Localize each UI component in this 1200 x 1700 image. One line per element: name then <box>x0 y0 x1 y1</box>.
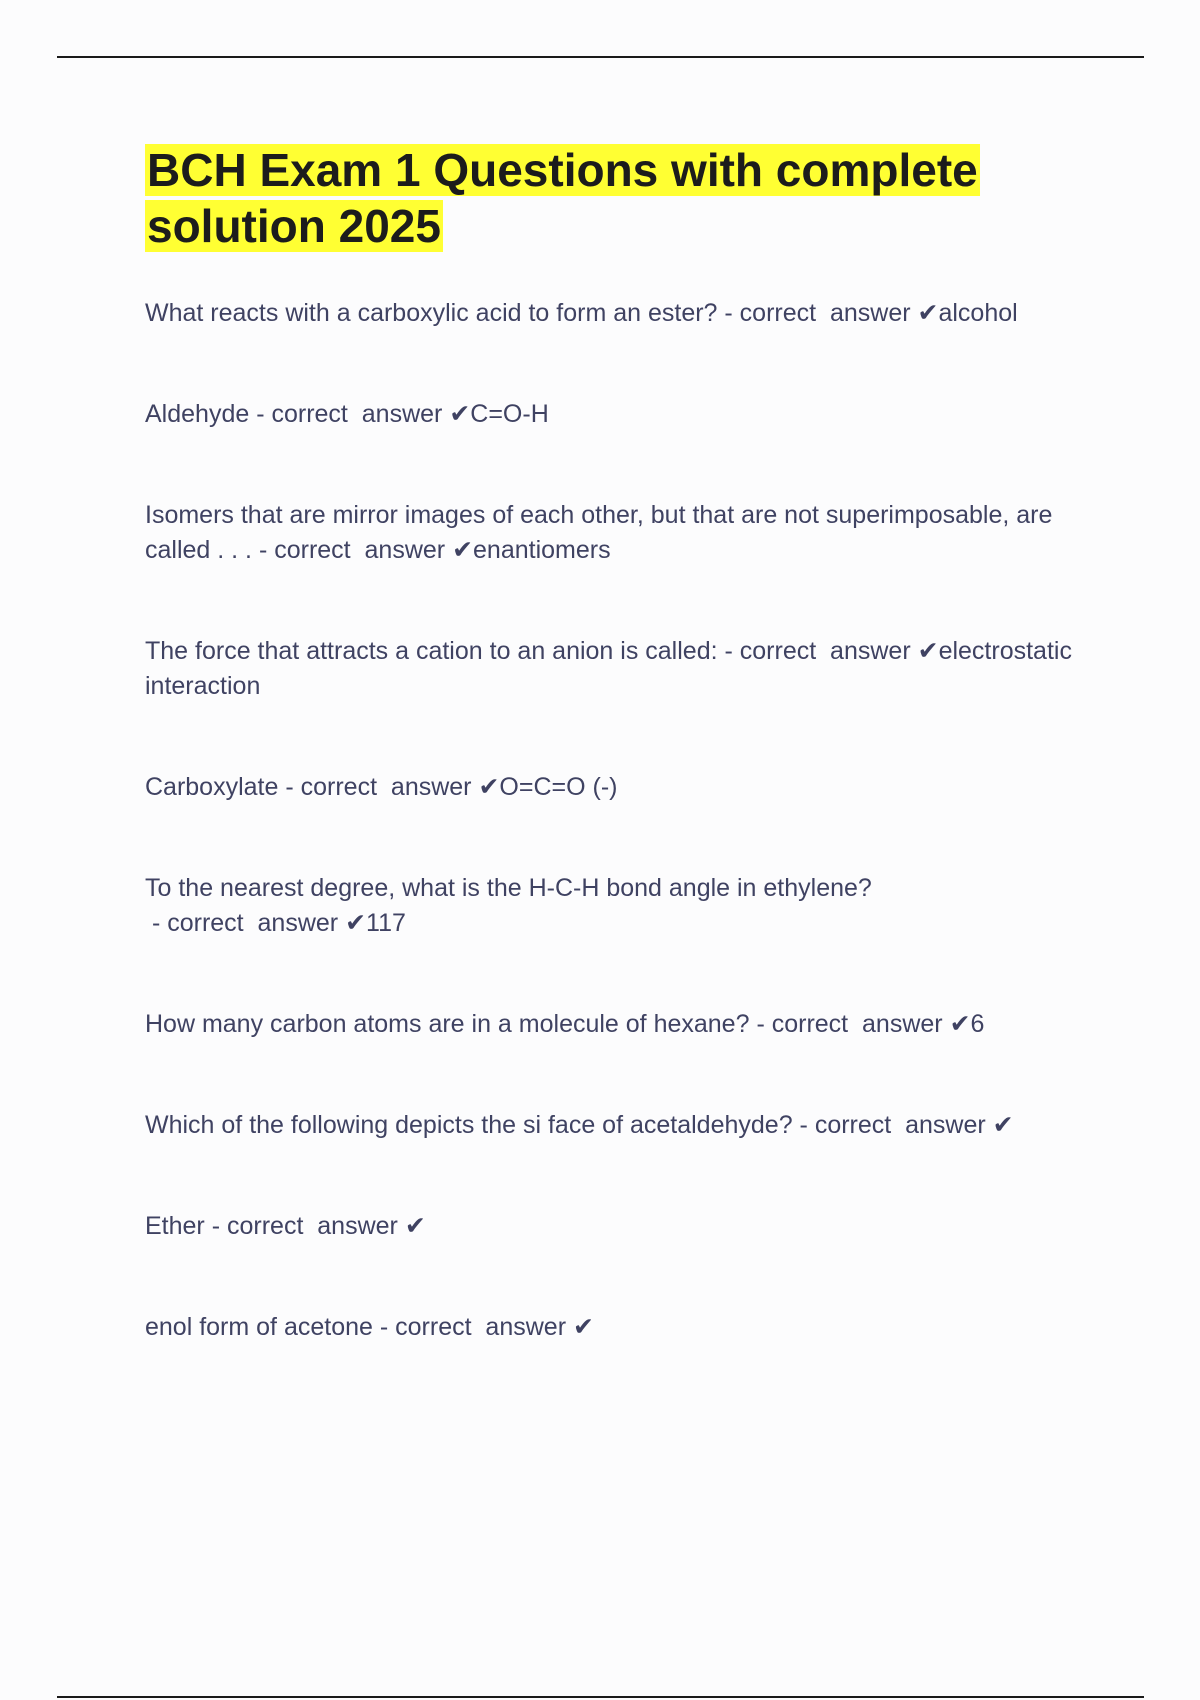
title-highlight-line-2: solution 2025 <box>147 200 441 252</box>
question-text: The force that attracts a cation to an anion is called: <box>145 637 718 665</box>
question-text: Aldehyde <box>145 400 250 428</box>
question-text: Carboxylate <box>145 773 279 801</box>
question-text: Ether <box>145 1212 205 1240</box>
answer-separator: - correct answer <box>717 299 918 327</box>
check-icon: ✔ <box>572 1313 594 1341</box>
answer-separator: - correct answer <box>792 1111 993 1139</box>
answer-separator: - correct answer <box>278 773 479 801</box>
check-icon: ✔ <box>992 1111 1014 1139</box>
check-icon: ✔ <box>449 400 471 428</box>
qa-item <box>145 498 1105 568</box>
answer-separator: - correct answer <box>749 1010 950 1038</box>
document-content <box>145 142 1105 1345</box>
qa-item <box>145 296 1105 331</box>
qa-item <box>145 397 1105 432</box>
qa-item <box>145 1209 1105 1244</box>
answer-text: C=O-H <box>470 400 549 428</box>
answer-text: alcohol <box>938 299 1018 327</box>
answer-separator: - correct answer <box>717 637 918 665</box>
question-text: What reacts with a carboxylic acid to form an ester? <box>145 299 718 327</box>
answer-separator: - correct answer <box>145 909 346 937</box>
check-icon: ✔ <box>917 299 939 327</box>
qa-item <box>145 634 1105 704</box>
document-title <box>145 142 1105 254</box>
answer-separator: - correct answer <box>252 536 453 564</box>
qa-item <box>145 1310 1105 1345</box>
answer-text: 117 <box>366 909 406 937</box>
question-text: Which of the following depicts the si face of acetaldehyde? <box>145 1111 793 1139</box>
check-icon: ✔ <box>478 773 500 801</box>
check-icon: ✔ <box>404 1212 426 1240</box>
qa-item <box>145 871 1105 941</box>
check-icon: ✔ <box>345 909 367 937</box>
question-text: Isomers that are mirror images of each other, but that are not superimposable, are called . . . <box>145 501 1053 564</box>
answer-text: electrostatic interaction <box>145 637 1072 700</box>
top-rule <box>57 56 1144 58</box>
answer-text: O=C=O (-) <box>499 773 618 801</box>
check-icon: ✔ <box>917 637 939 665</box>
bottom-rule <box>57 1696 1144 1698</box>
answer-separator: - correct answer <box>249 400 450 428</box>
answer-separator: - correct answer <box>372 1313 573 1341</box>
qa-item <box>145 1108 1105 1143</box>
question-text: To the nearest degree, what is the H-C-H bond angle in ethylene? <box>145 874 872 902</box>
qa-item <box>145 1007 1105 1042</box>
check-icon: ✔ <box>949 1010 971 1038</box>
qa-list <box>145 296 1105 1345</box>
answer-text: 6 <box>970 1010 985 1038</box>
question-text: How many carbon atoms are in a molecule of hexane? <box>145 1010 750 1038</box>
answer-text: enantiomers <box>473 536 611 564</box>
title-highlight-line-1: BCH Exam 1 Questions with complete <box>147 144 978 196</box>
qa-item <box>145 770 1105 805</box>
answer-separator: - correct answer <box>204 1212 405 1240</box>
check-icon: ✔ <box>452 536 474 564</box>
question-text: enol form of acetone <box>145 1313 373 1341</box>
